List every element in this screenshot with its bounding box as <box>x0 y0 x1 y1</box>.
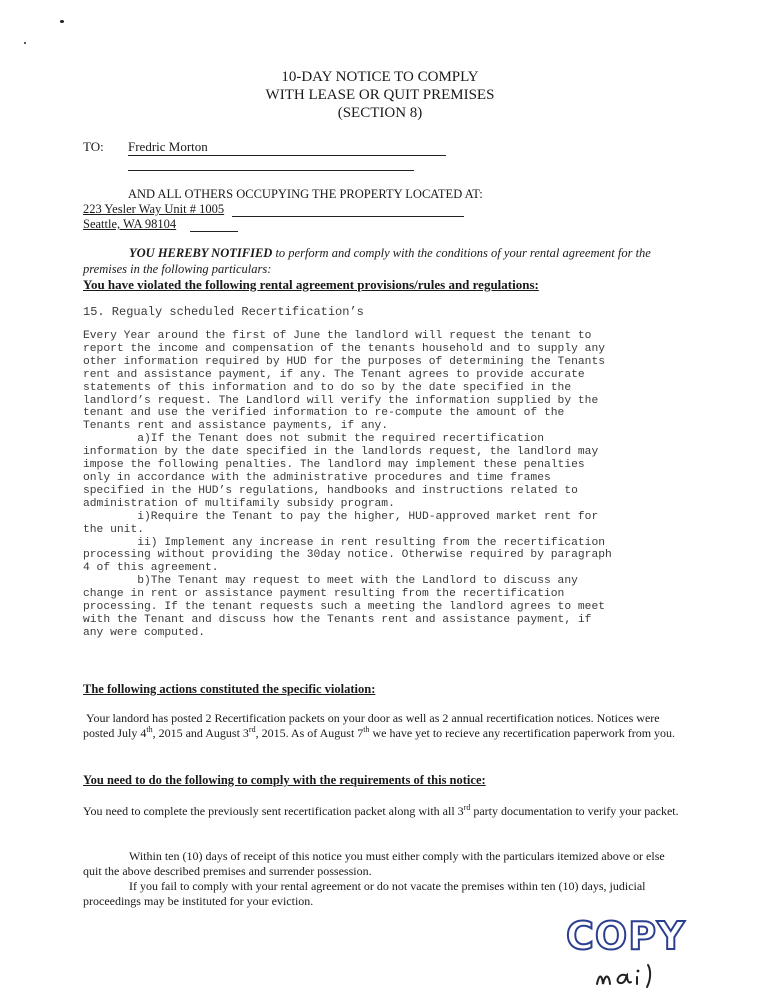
requirements-heading: You need to do the following to comply with the requirements of this notice: <box>83 773 486 787</box>
title-line-3: (SECTION 8) <box>337 105 423 121</box>
copy-stamp <box>566 915 706 957</box>
closing-paragraphs <box>83 849 683 909</box>
violation-heading: The following actions constituted the specific violation: <box>83 682 376 696</box>
violated-heading: You have violated the following rental agreement provisions/rules and regulations: <box>83 277 539 292</box>
violation-text: Your landord has posted 2 Recertification packets on your door as well as 2 annual recertification notices. Notices were posted July 4th, 2015 and August 3rd, 2015. As of August 7th we have yet to recieve any recertification paperwork from you. <box>83 711 676 740</box>
notice-title <box>0 68 760 122</box>
recipient-underline-2 <box>128 170 414 171</box>
address-underline-1 <box>232 216 464 217</box>
notified-rest: to perform and comply with the conditions of your rental agreement for the premises in the following particulars: <box>83 246 651 276</box>
to-label: TO: <box>83 139 104 154</box>
address-line-2: Seattle, WA 98104 <box>83 217 177 231</box>
scan-speck <box>24 42 26 44</box>
copy-stamp-text: COPY <box>566 914 686 958</box>
requirements-text: You need to complete the previously sent recertification packet along with all 3rd party documentation to verify your packet. <box>83 803 679 818</box>
recipient-name: Fredric Morton <box>128 139 208 154</box>
lease-section-body: Every Year around the first of June the landlord will request the tenant to report the income and compensation of the tenants household and to supply any other information required by HUD for the purposes of determining the Tenants rent and assistance payment, if any. The Tenant agrees to provide accurate statements of this information and to do so by the date specified in the landlord’s request. The Landlord will verify the information supplied by the tenant and use the verified information to re-compute the amount of the Tenants rent and assistance payments, if any. a)If the Tenant does not submit the required recertification information by the date specified in the landlords request, the landlord may impose the following penalties. The landlord may implement these penalties only in accordance with the administrative procedures and time frames specified in the HUD’s regulations, handbooks and instructions related to administration of multifamily subsidy program. i)Require the Tenant to pay the higher, HUD-approved market rent for the unit. ii) Implement any increase in rent resulting from the recertification processing without providing the 30day notice. Otherwise required by paragraph 4 of this agreement. b)The Tenant may request to meet with the Landlord to discuss any change in rent or assistance payment resulting from the recertification processing. If the tenant requests such a meeting the landlord agrees to meet with the Tenant and discuss how the Tenants rent and assistance payment, if any were computed. <box>83 330 612 639</box>
notified-paragraph <box>83 245 683 277</box>
title-line-1: 10-DAY NOTICE TO COMPLY <box>281 69 479 85</box>
lease-section-heading: 15. Regualy scheduled Recertification’s <box>83 305 364 319</box>
closing-paragraph-2: If you fail to comply with your rental agreement or do not vacate the premises within ten (10) days, judicial proceedings may be instituted for your eviction. <box>83 879 646 908</box>
occupants-line: AND ALL OTHERS OCCUPYING THE PROPERTY LOCATED AT: <box>128 187 483 201</box>
handwritten-mail-note <box>593 960 663 990</box>
notified-bold: YOU HEREBY NOTIFIED <box>129 246 273 260</box>
title-line-2: WITH LEASE OR QUIT PREMISES <box>265 87 495 103</box>
closing-paragraph-1: Within ten (10) days of receipt of this notice you must either comply with the particulars itemized above or else quit the above described premises and surrender possession. <box>83 849 665 878</box>
scan-speck <box>60 20 64 23</box>
address-line-1: 223 Yesler Way Unit # 1005 <box>83 202 225 216</box>
address-underline-2 <box>190 231 238 232</box>
recipient-underline <box>128 155 446 156</box>
